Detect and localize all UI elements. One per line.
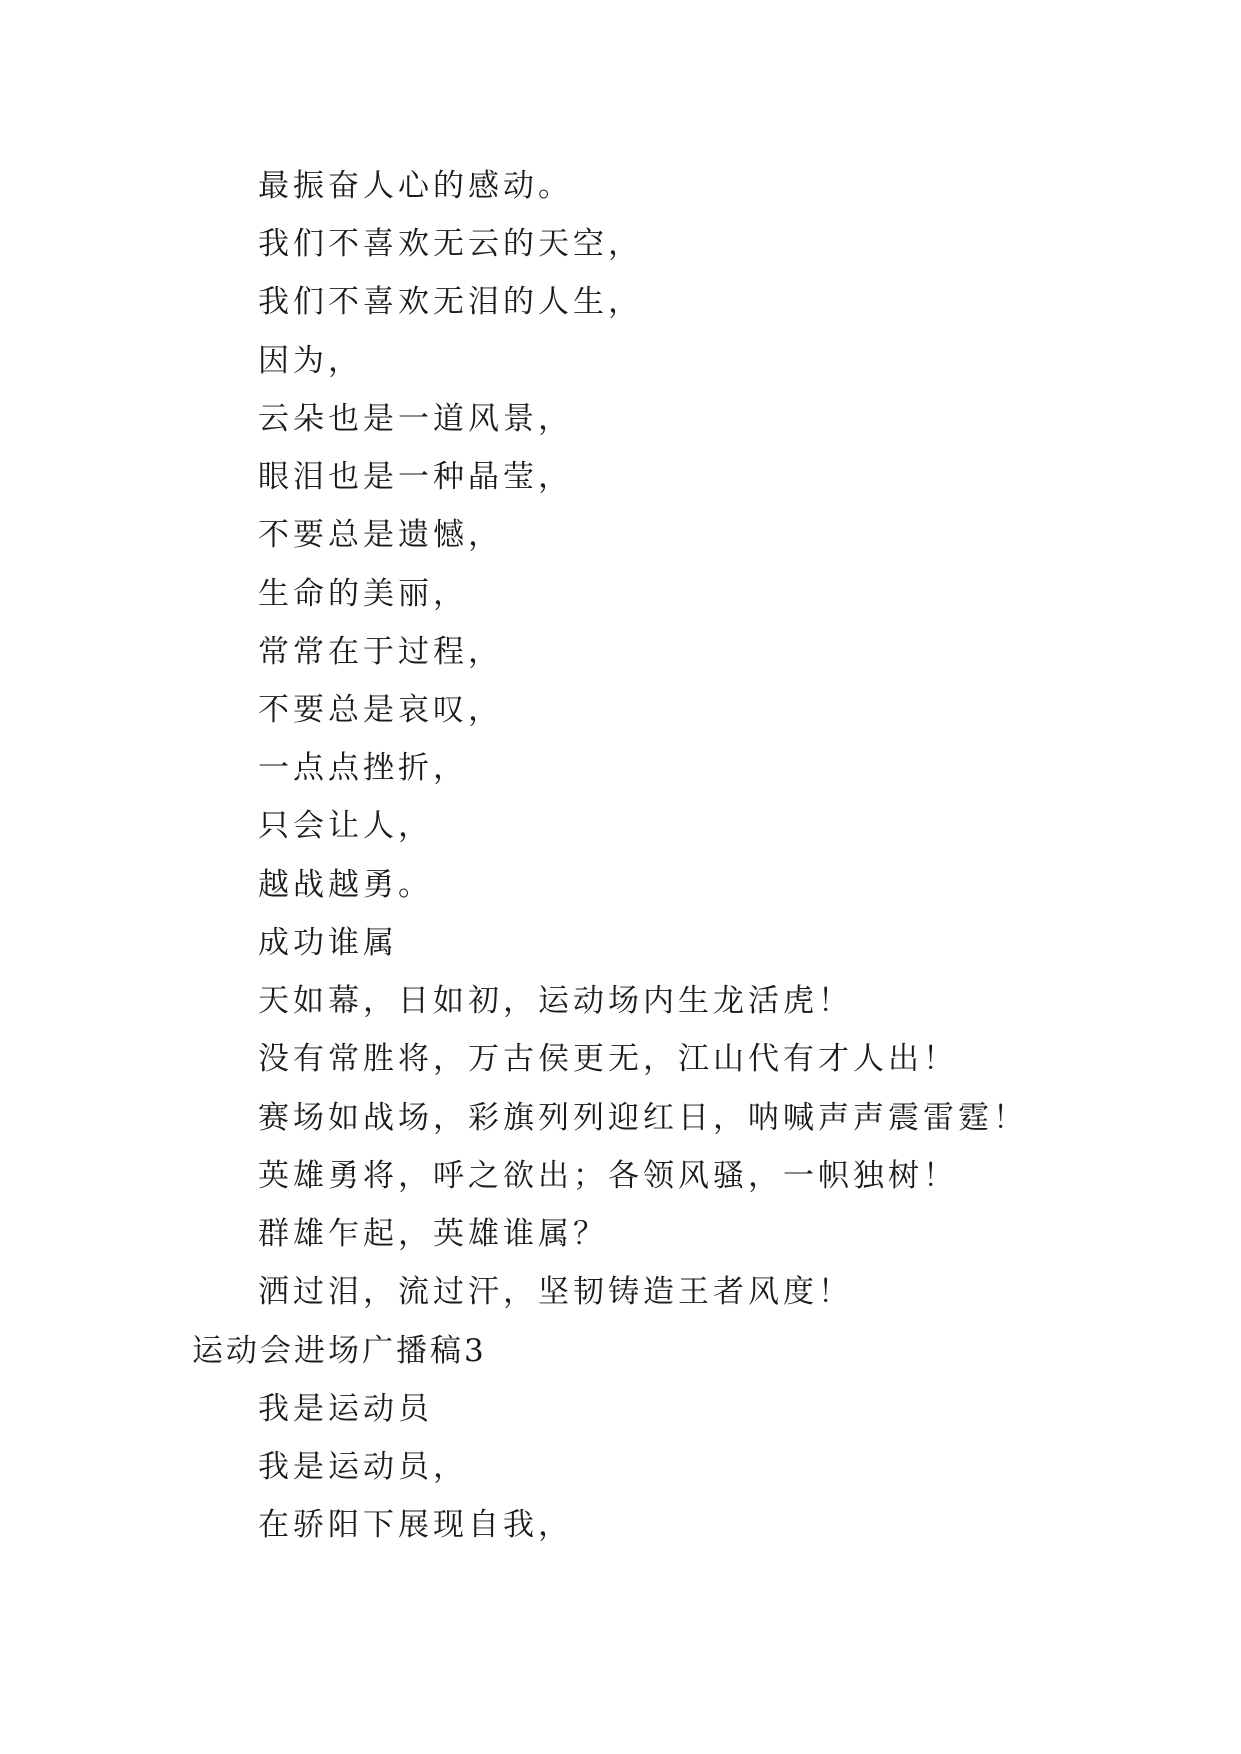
text-line: 因为， <box>258 343 363 379</box>
text-line: 我是运动员， <box>258 1449 468 1485</box>
text-line: 英雄勇将，呼之欲出；各领风骚，一帜独树！ <box>258 1158 958 1194</box>
text-line: 云朵也是一道风景， <box>258 401 573 437</box>
text-line: 一点点挫折， <box>258 750 468 786</box>
text-line: 不要总是遗憾， <box>258 517 503 553</box>
subheading: 成功谁属 <box>258 925 398 961</box>
text-line: 我们不喜欢无云的天空， <box>258 226 643 262</box>
subheading: 我是运动员 <box>258 1391 433 1427</box>
text-line: 眼泪也是一种晶莹， <box>258 459 573 495</box>
text-line: 在骄阳下展现自我， <box>258 1507 573 1543</box>
text-line: 群雄乍起，英雄谁属？ <box>258 1216 608 1252</box>
text-line: 最振奋人心的感动。 <box>258 168 573 204</box>
text-line: 生命的美丽， <box>258 576 468 612</box>
text-line: 赛场如战场，彩旗列列迎红日，呐喊声声震雷霆！ <box>258 1100 1028 1136</box>
text-line: 洒过泪，流过汗，坚韧铸造王者风度！ <box>258 1274 853 1310</box>
text-line: 越战越勇。 <box>258 867 433 903</box>
section-heading: 运动会进场广播稿3 <box>192 1333 487 1369</box>
text-line: 常常在于过程， <box>258 634 503 670</box>
text-line: 没有常胜将，万古侯更无，江山代有才人出！ <box>258 1041 958 1077</box>
text-line: 只会让人， <box>258 808 433 844</box>
text-line: 我们不喜欢无泪的人生， <box>258 284 643 320</box>
text-line: 不要总是哀叹， <box>258 692 503 728</box>
text-line: 天如幕，日如初，运动场内生龙活虎！ <box>258 983 853 1019</box>
